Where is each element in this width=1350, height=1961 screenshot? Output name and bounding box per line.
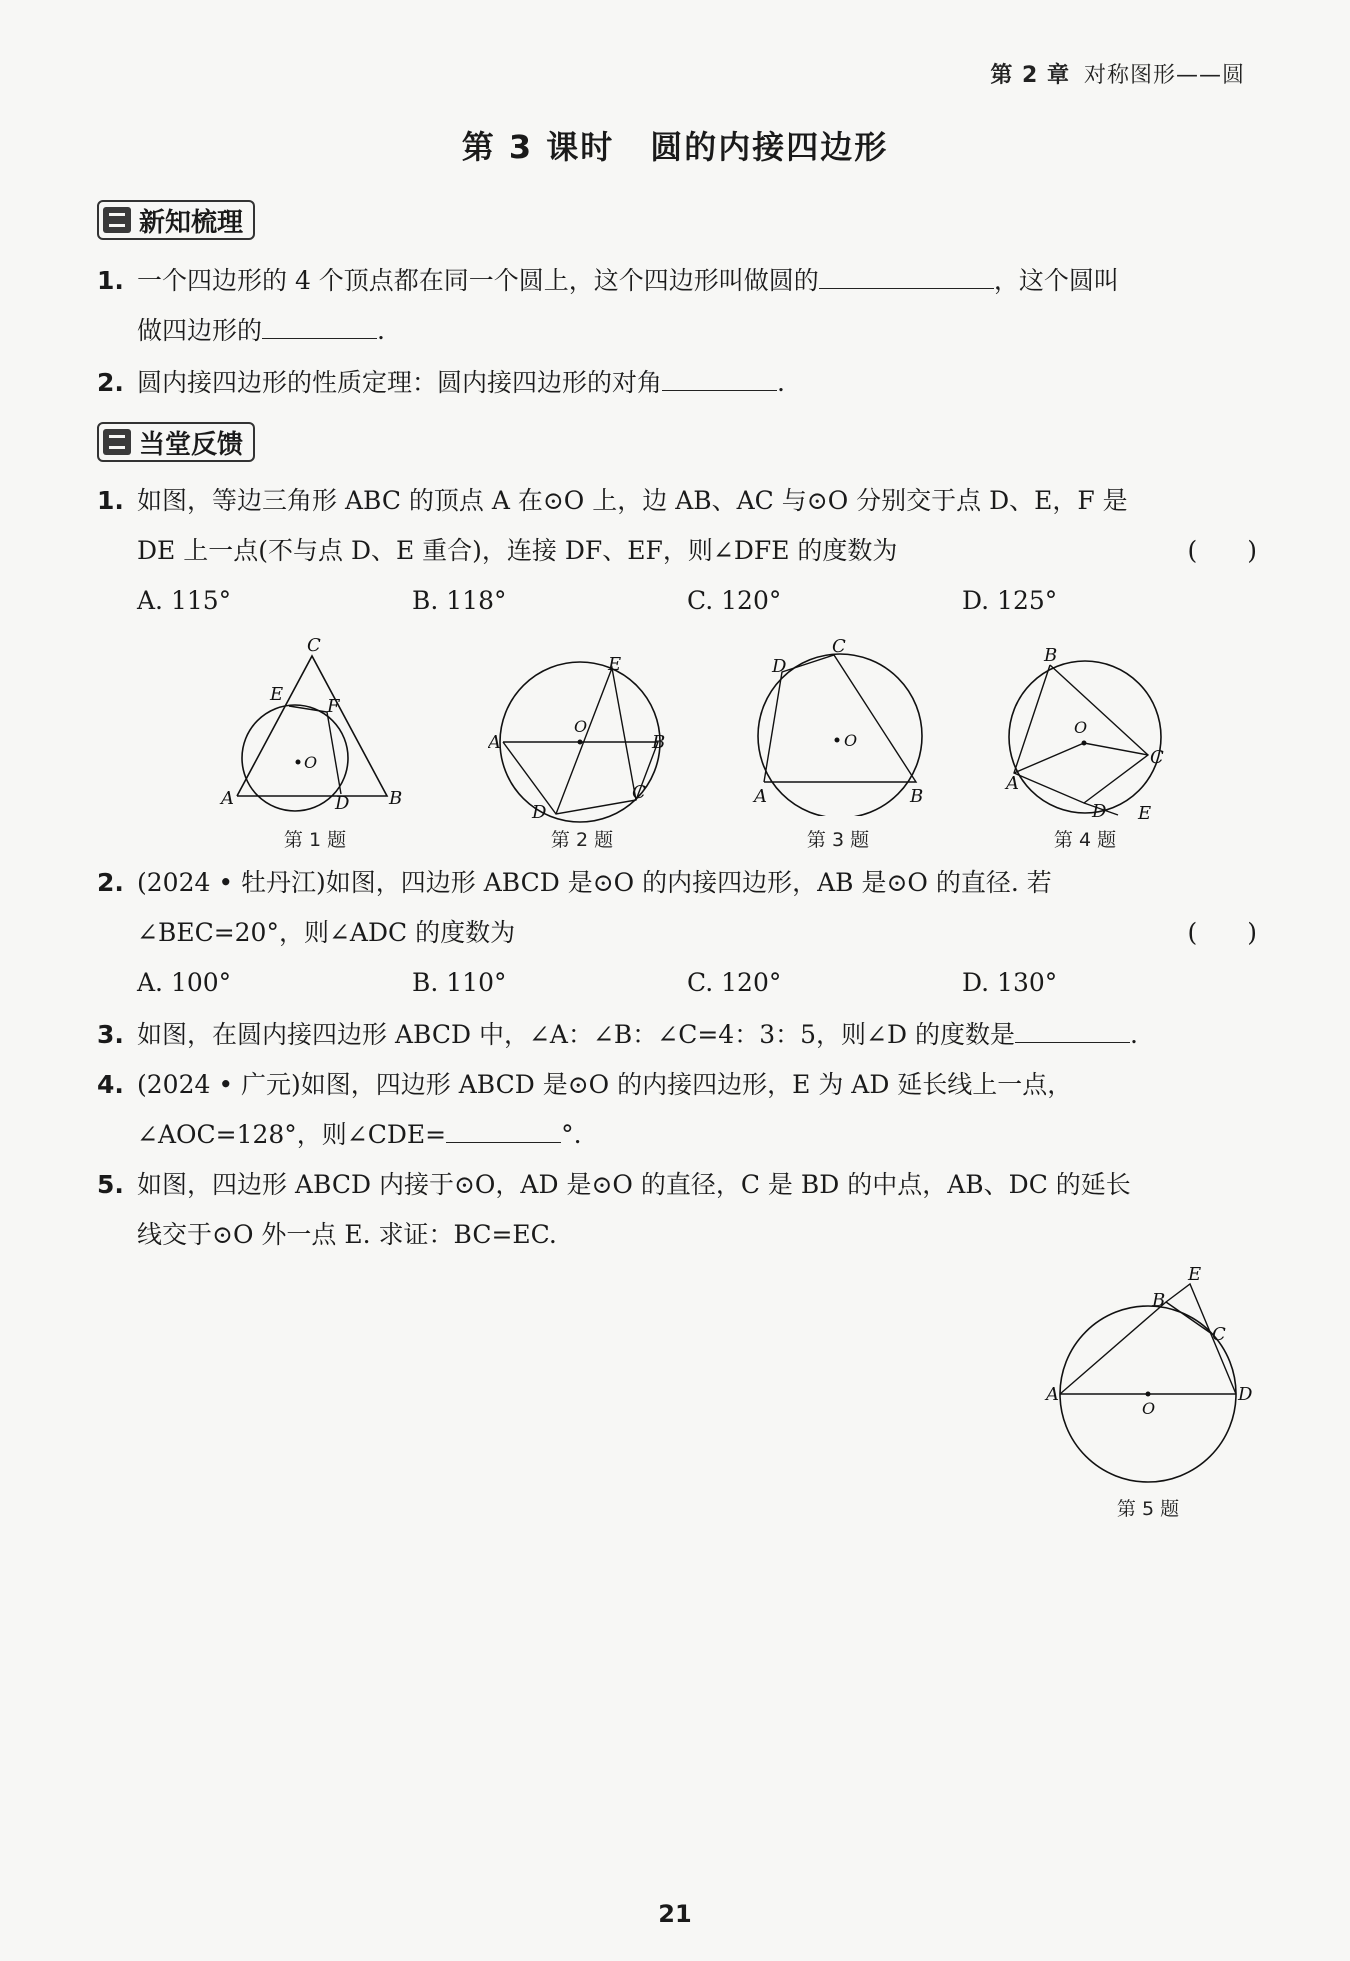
- label-c: C: [632, 782, 646, 803]
- item-text: .: [777, 368, 785, 397]
- answer-blank[interactable]: [1015, 1014, 1130, 1043]
- question-number: 2.: [97, 868, 124, 897]
- question-5: [97, 1160, 1257, 1260]
- figure-5: [1040, 1262, 1260, 1492]
- label-c: C: [832, 636, 846, 657]
- knowledge-item-1: [97, 256, 1257, 356]
- label-d: D: [772, 656, 787, 677]
- label-o: O: [304, 753, 318, 772]
- option-d[interactable]: D. 130°: [962, 968, 1058, 997]
- option-c[interactable]: C. 120°: [687, 586, 782, 615]
- question-1-options: [137, 586, 1237, 615]
- label-o: O: [574, 717, 588, 736]
- item-text: 一个四边形的 4 个顶点都在同一个圆上，这个四边形叫做圆的: [137, 266, 819, 295]
- option-a[interactable]: A. 100°: [137, 968, 232, 997]
- label-e: E: [608, 654, 622, 675]
- label-e: E: [1138, 803, 1152, 824]
- pencil-icon: [103, 429, 131, 455]
- label-d: D: [1092, 801, 1107, 822]
- notebook-icon: [103, 207, 131, 233]
- lesson-name: 圆的内接四边形: [650, 128, 889, 166]
- question-number: 5.: [97, 1170, 124, 1199]
- item-text: 圆内接四边形的性质定理：圆内接四边形的对角: [137, 368, 663, 397]
- figure-1-caption: 第 1 题: [283, 829, 347, 851]
- question-text: (2024 • 广元)如图，四边形 ABCD 是⊙O 的内接四边形，E 为 AD 延长线上一点，: [137, 1070, 1073, 1099]
- section-title: 当堂反馈: [139, 429, 244, 460]
- section-title: 新知梳理: [139, 207, 244, 238]
- question-number: 1.: [97, 486, 124, 515]
- lesson-number: 第 3 课时: [461, 128, 615, 166]
- answer-blank[interactable]: [819, 260, 994, 289]
- question-text: 如图，在圆内接四边形 ABCD 中，∠A：∠B：∠C=4：3：5，则∠D 的度数是: [137, 1020, 1015, 1049]
- answer-blank[interactable]: [446, 1114, 561, 1143]
- answer-paren[interactable]: ( ): [1187, 918, 1257, 947]
- option-d[interactable]: D. 125°: [962, 586, 1058, 615]
- section-new-knowledge: [97, 200, 255, 240]
- label-a: A: [221, 788, 234, 809]
- label-b: B: [389, 788, 403, 809]
- question-text: 线交于⊙O 外一点 E. 求证：BC=EC.: [137, 1220, 557, 1249]
- question-text: 如图，等边三角形 ABC 的顶点 A 在⊙O 上，边 AB、AC 与⊙O 分别交于点 D、E，F 是: [137, 486, 1128, 515]
- label-a: A: [488, 732, 501, 753]
- item-number: 2.: [97, 368, 124, 397]
- chapter-label: 第 2 章: [990, 63, 1070, 88]
- option-c[interactable]: C. 120°: [687, 968, 782, 997]
- label-b: B: [910, 786, 924, 807]
- question-text: ∠AOC=128°，则∠CDE=: [137, 1120, 447, 1149]
- label-b: B: [1044, 645, 1058, 666]
- option-a[interactable]: A. 115°: [137, 586, 232, 615]
- answer-blank[interactable]: [262, 310, 377, 339]
- question-2-options: [137, 968, 1237, 997]
- answer-paren[interactable]: ( ): [1187, 536, 1257, 565]
- question-text: .: [1129, 1020, 1138, 1049]
- figure-3-caption: 第 3 题: [806, 829, 870, 851]
- question-text: 如图，四边形 ABCD 内接于⊙O，AD 是⊙O 的直径，C 是 BD 的中点，AB、DC 的延长: [137, 1170, 1131, 1199]
- label-o: O: [1074, 718, 1088, 737]
- label-a: A: [754, 786, 767, 807]
- label-e: E: [270, 684, 284, 705]
- question-3: [97, 1010, 1257, 1060]
- label-o: O: [1142, 1399, 1156, 1418]
- label-f: F: [327, 696, 340, 717]
- item-text: 做四边形的: [137, 316, 263, 345]
- item-number: 1.: [97, 266, 124, 295]
- option-b[interactable]: B. 110°: [412, 968, 507, 997]
- question-text: ∠BEC=20°，则∠ADC 的度数为: [137, 918, 516, 947]
- question-4: [97, 1060, 1257, 1160]
- figure-5-caption: 第 5 题: [1116, 1498, 1180, 1520]
- question-text: (2024 • 牡丹江)如图，四边形 ABCD 是⊙O 的内接四边形，AB 是⊙O 的直径. 若: [137, 868, 1052, 897]
- label-o: O: [844, 731, 858, 750]
- figure-4-caption: 第 4 题: [1053, 829, 1117, 851]
- option-b[interactable]: B. 118°: [412, 586, 507, 615]
- chapter-topic: 对称图形——圆: [1083, 63, 1245, 88]
- figure-3: [750, 636, 930, 816]
- answer-blank[interactable]: [662, 362, 777, 391]
- label-d: D: [1238, 1384, 1253, 1405]
- label-d: D: [532, 802, 547, 823]
- label-b: B: [652, 732, 666, 753]
- label-c: C: [307, 635, 321, 656]
- question-number: 3.: [97, 1020, 124, 1049]
- figure-2: [488, 650, 688, 825]
- question-text: DE 上一点(不与点 D、E 重合)，连接 DF、EF，则∠DFE 的度数为: [137, 536, 898, 565]
- question-number: 4.: [97, 1070, 124, 1099]
- label-e: E: [1188, 1264, 1202, 1285]
- question-1: [97, 476, 1257, 576]
- figure-4: [1000, 645, 1190, 825]
- label-c: C: [1212, 1324, 1226, 1345]
- figure-2-caption: 第 2 题: [550, 829, 614, 851]
- label-b: B: [1152, 1290, 1166, 1311]
- knowledge-item-2: [97, 358, 1257, 408]
- label-c: C: [1150, 747, 1164, 768]
- page-header: [990, 58, 1245, 89]
- page-title: [0, 122, 1350, 168]
- label-d: D: [335, 793, 350, 812]
- label-a: A: [1046, 1384, 1059, 1405]
- label-a: A: [1006, 773, 1019, 794]
- section-feedback: [97, 422, 255, 462]
- item-text: .: [377, 316, 385, 345]
- question-2: [97, 858, 1257, 958]
- item-text: ，这个圆叫: [993, 266, 1119, 295]
- question-text: °.: [561, 1120, 582, 1149]
- page-number: 21: [658, 1900, 692, 1928]
- figure-1: [215, 632, 415, 812]
